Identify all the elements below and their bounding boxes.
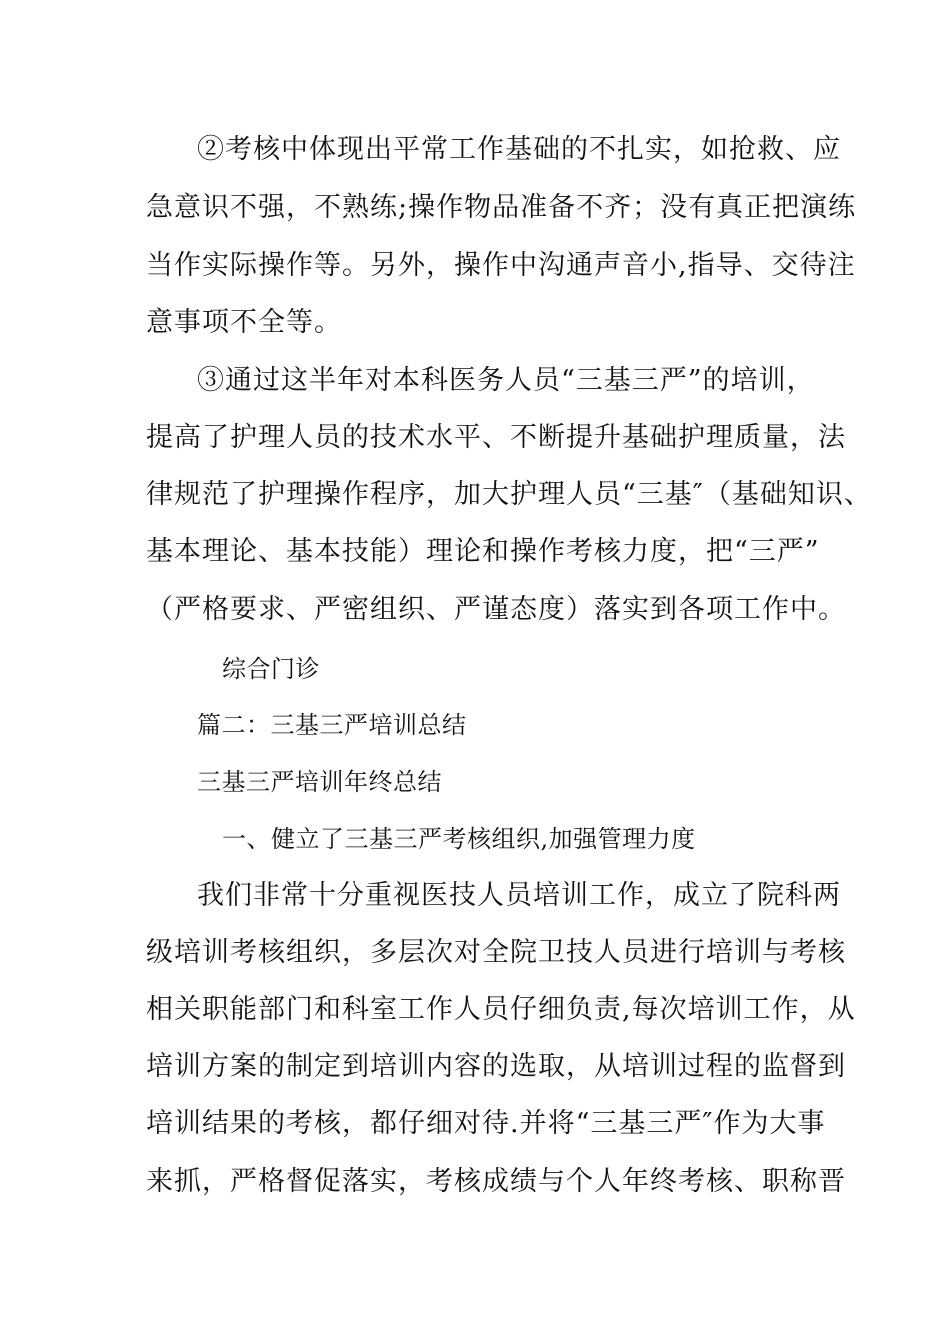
text-line: 相关职能部门和科室工作人员仔细负责,每次培训工作，从: [146, 994, 856, 1025]
text-line: 级培训考核组织，多层次对全院卫技人员进行培训与考核: [146, 937, 846, 968]
text-line: 来抓，严格督促落实，考核成绩与个人年终考核、职称晋: [146, 1166, 846, 1197]
text-line: 律规范了护理操作程序，加大护理人员“三基″（基础知识、: [146, 479, 872, 510]
text-line: 培训结果的考核，都仔细对待.并将“三基三严″作为大事: [146, 1108, 826, 1139]
text-line: 基本理论、基本技能）理论和操作考核力度，把“三严”: [146, 536, 820, 567]
section-heading: 一、健立了三基三严考核组织,加强管理力度: [222, 825, 696, 853]
text-line: 当作实际操作等。另外，操作中沟通声音小,指导、交待注: [146, 250, 856, 281]
text-line: ③通过这半年对本科医务人员“三基三严”的培训，: [197, 365, 815, 396]
article-heading: 篇二：三基三严培训总结: [197, 711, 467, 739]
text-line: 急意识不强，不熟练;操作物品准备不齐；没有真正把演练: [146, 192, 857, 223]
text-line: 培训方案的制定到培训内容的选取，从培训过程的监督到: [146, 1051, 846, 1082]
text-line: ②考核中体现出平常工作基础的不扎实，如抢救、应: [197, 134, 841, 165]
text-line: 提高了护理人员的技术水平、不断提升基础护理质量，法: [146, 422, 846, 453]
text-line: 我们非常十分重视医技人员培训工作，成立了院科两: [197, 880, 841, 911]
text-line: （严格要求、严密组织、严谨态度）落实到各项工作中。: [146, 594, 846, 625]
text-line: 意事项不全等。: [146, 307, 342, 338]
article-subheading: 三基三严培训年终总结: [197, 768, 442, 796]
section-label: 综合门诊: [222, 655, 320, 683]
